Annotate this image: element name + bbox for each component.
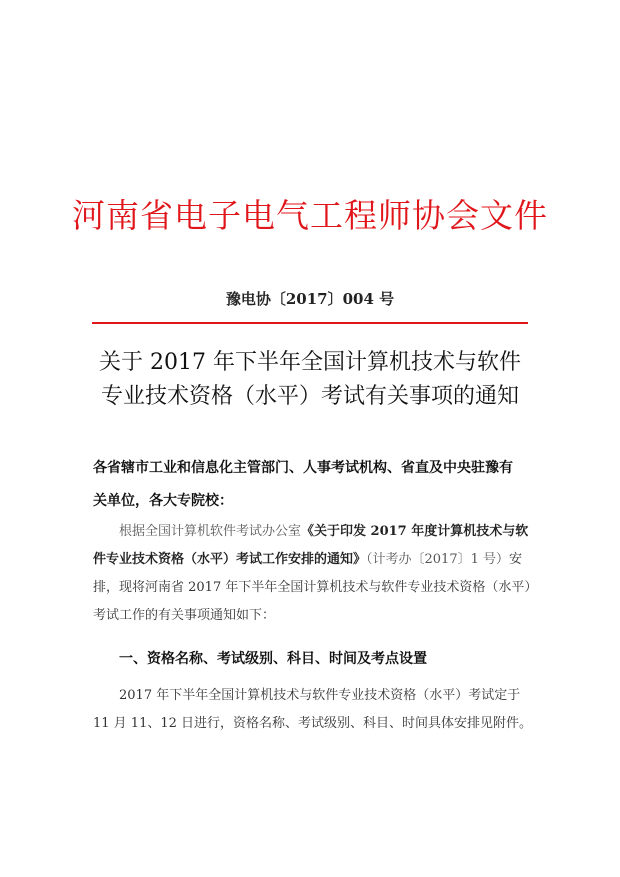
notice-title-line-2: 专业技术资格（水平）考试有关事项的通知	[100, 384, 519, 409]
paragraph-1-rest: 安排，现将河南省 2017 年下半年全国计算机技术与软件专业技术资格（水平）考试工作的有关事项通知如下：	[93, 552, 531, 623]
red-divider-line	[92, 322, 528, 324]
notice-title	[0, 346, 620, 414]
addressee-line-2: 关单位，各大专院校：	[93, 493, 233, 509]
body-paragraph-1	[93, 518, 533, 630]
notice-title-line-1: 关于 2017 年下半年全国计算机技术与软件	[99, 350, 521, 375]
paragraph-1-prefix: 根据全国计算机软件考试办公室	[119, 524, 302, 539]
referenced-document-title: 《关于印发 2017 年度计算机技术与软件专业技术资格（水平）考试工作安排的通知》	[93, 524, 529, 567]
referenced-document-number: （计考办〔2017〕1 号）	[366, 552, 510, 567]
section-1-heading: 一、资格名称、考试级别、科目、时间及考点设置	[119, 651, 427, 667]
body-paragraph-2: 2017 年下半年全国计算机技术与软件专业技术资格（水平）考试定于 11 月 11、12 日进行，资格名称、考试级别、科目、时间具体安排见附件。	[93, 688, 533, 731]
addressee-block	[93, 452, 533, 518]
document-number: 豫电协〔2017〕004 号	[225, 290, 395, 308]
org-letterhead-title: 河南省电子电气工程师协会文件	[72, 196, 548, 235]
addressee-line-1: 各省辖市工业和信息化主管部门、人事考试机构、省直及中央驻豫有	[93, 460, 513, 476]
